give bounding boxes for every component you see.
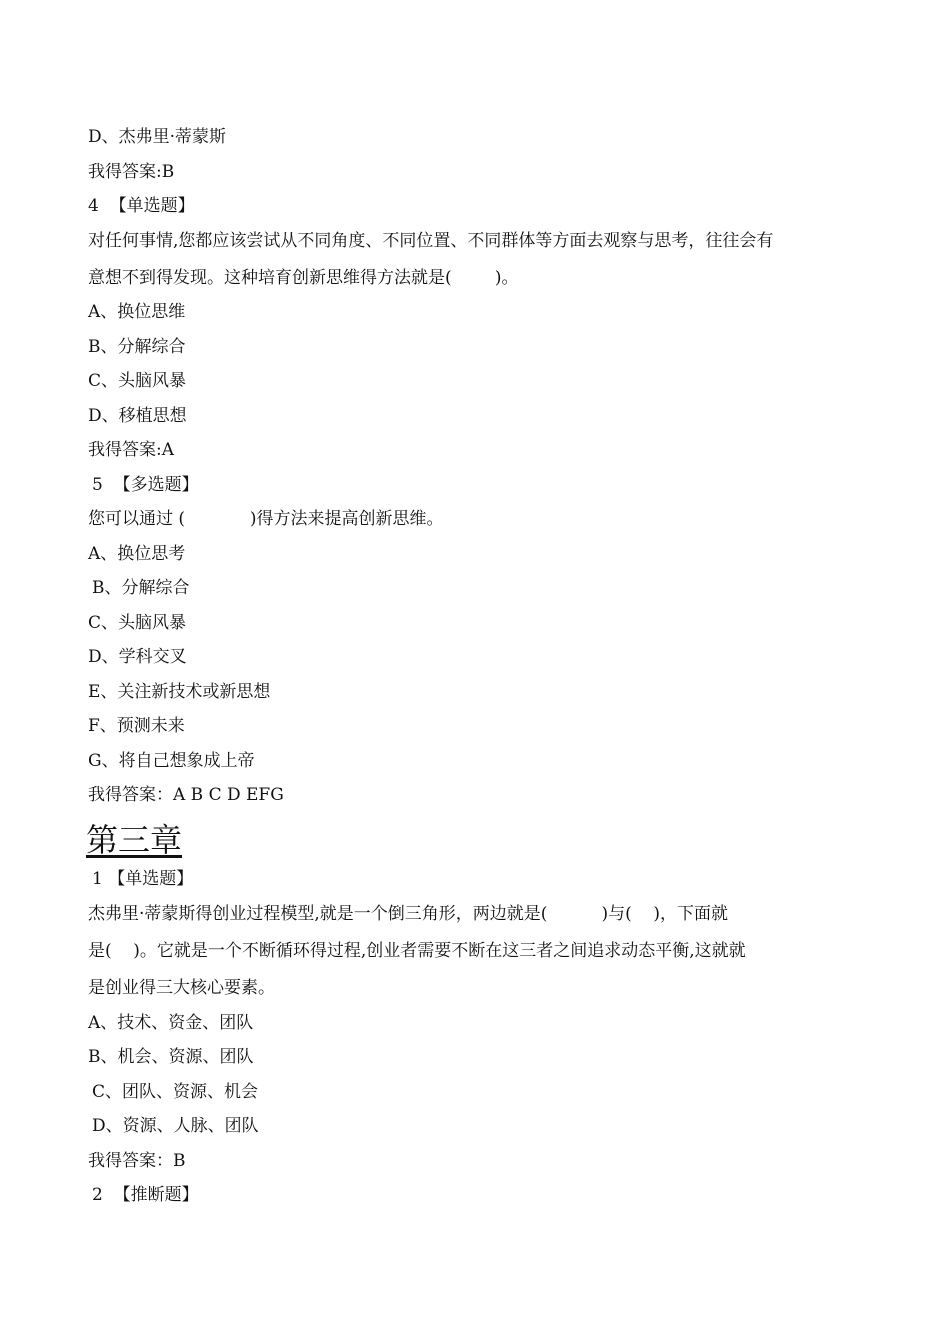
option-g-q5: G、将自己想象成上帝 (88, 751, 255, 771)
chapter3-question-1-text-line1: 杰弗里·蒂蒙斯得创业过程模型,就是一个倒三角形，两边就是( )与( )，下面就 (88, 904, 728, 924)
option-c-c3q1: C、团队、资源、机会 (92, 1082, 259, 1102)
option-d-q5: D、学科交叉 (88, 647, 187, 667)
option-b-c3q1: B、机会、资源、团队 (88, 1047, 254, 1067)
question-5-header: 5 【多选题】 (92, 475, 199, 495)
my-answer-c3q1: 我得答案：B (88, 1151, 186, 1171)
chapter3-question-1-header: 1 【单选题】 (92, 869, 194, 889)
option-b-q4: B、分解综合 (88, 337, 186, 357)
question-4-header: 4 【单选题】 (88, 196, 195, 216)
option-b-q5: B、分解综合 (92, 578, 190, 598)
option-c-q4: C、头脑风暴 (88, 371, 187, 391)
option-d-q3: D、杰弗里·蒂蒙斯 (88, 127, 227, 147)
option-d-q4: D、移植思想 (88, 406, 187, 426)
my-answer-q5: 我得答案：A B C D EFG (88, 785, 284, 805)
option-f-q5: F、预测未来 (88, 716, 185, 736)
option-c-q5: C、头脑风暴 (88, 613, 187, 633)
question-4-text-line1: 对任何事情,您都应该尝试从不同角度、不同位置、不同群体等方面去观察与思考，往往会有 (88, 231, 774, 251)
option-e-q5: E、关注新技术或新思想 (88, 682, 271, 702)
option-a-q4: A、换位思维 (88, 302, 186, 322)
option-d-c3q1: D、资源、人脉、团队 (92, 1116, 259, 1136)
chapter-three-heading: 第三章 (86, 821, 183, 859)
chapter3-question-1-text-line2: 是( )。它就是一个不断循环得过程,创业者需要不断在这三者之间追求动态平衡,这就就 (88, 941, 746, 961)
option-a-c3q1: A、技术、资金、团队 (88, 1013, 254, 1033)
my-answer-q3: 我得答案:B (88, 162, 175, 182)
chapter3-question-2-header: 2 【推断题】 (92, 1185, 199, 1205)
option-a-q5: A、换位思考 (88, 544, 186, 564)
question-5-text: 您可以通过 ( )得方法来提高创新思维。 (88, 509, 444, 529)
question-4-text-line2: 意想不到得发现。这种培育创新思维得方法就是( )。 (88, 268, 519, 288)
my-answer-q4: 我得答案:A (88, 440, 175, 460)
chapter3-question-1-text-line3: 是创业得三大核心要素。 (88, 978, 275, 998)
